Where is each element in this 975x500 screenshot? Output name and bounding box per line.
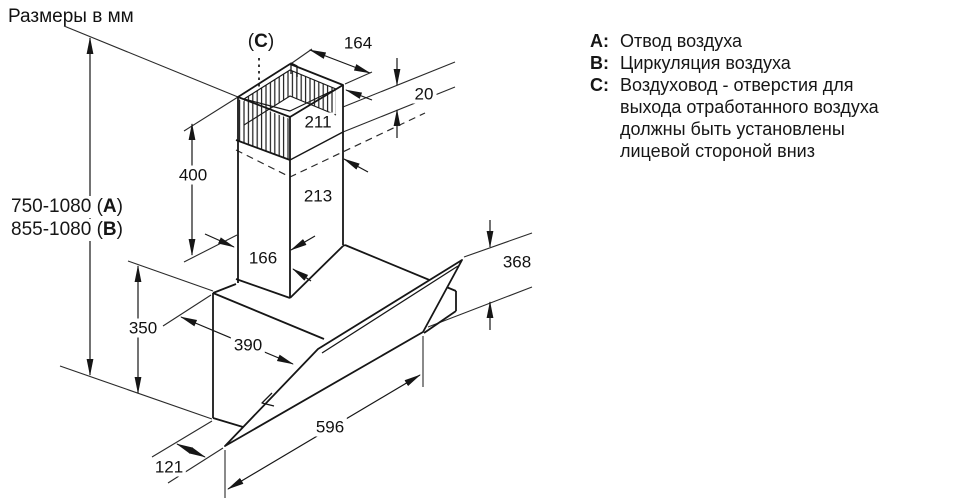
- legend-b-key: B:: [590, 53, 609, 73]
- dim-596-label: 596: [313, 418, 347, 437]
- c-marker-label: (C): [247, 31, 275, 52]
- dim-20-label: 20: [412, 85, 437, 104]
- dim-164-label: 164: [341, 34, 375, 53]
- legend-c-text-line1: Воздуховод - отверстия для: [620, 75, 854, 95]
- legend-a-text: Отвод воздуха: [620, 31, 743, 51]
- legend-c-text-line2: выхода отработанного воздуха: [620, 97, 879, 117]
- dim-166-label: 166: [246, 249, 280, 268]
- dim-121-label: 121: [152, 458, 186, 477]
- dim-368-label: 368: [500, 253, 534, 272]
- dim-211-label: 211: [301, 113, 334, 132]
- drawing-title: Размеры в мм: [8, 6, 134, 27]
- dim-390-label: 390: [231, 336, 265, 355]
- legend-c-key: C:: [590, 75, 609, 95]
- dim-400-label: 400: [176, 166, 210, 185]
- height-range-a-label: 750-1080 (A): [11, 196, 123, 217]
- dim-350-label: 350: [126, 319, 160, 338]
- legend-c-text-line4: лицевой стороной вниз: [620, 141, 815, 161]
- legend-c-text-line3: должны быть установлены: [620, 119, 845, 139]
- legend-b-text: Циркуляция воздуха: [620, 53, 791, 73]
- dim-213-label: 213: [301, 187, 335, 206]
- legend-a-key: A:: [590, 31, 609, 51]
- height-range-b-label: 855-1080 (B): [11, 219, 123, 240]
